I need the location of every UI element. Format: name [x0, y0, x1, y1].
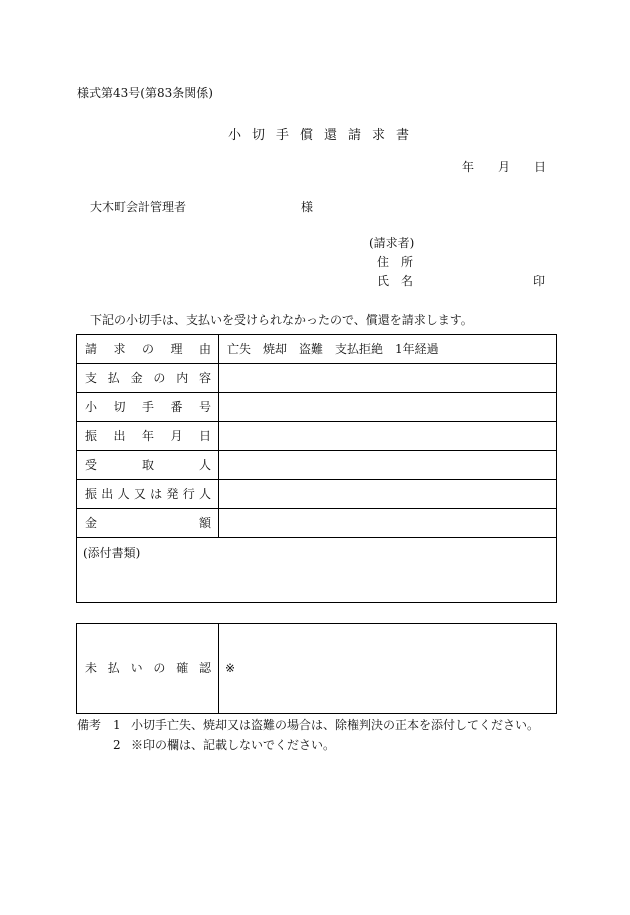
note-number-1: 1 — [113, 718, 121, 732]
date-month-label: 月 — [498, 160, 511, 174]
confirmation-value: ※ — [225, 661, 236, 675]
row-label-issuer: 振 出 人 又 は 発 行 人 — [85, 487, 211, 501]
seal-label: 印 — [533, 274, 546, 288]
addressee-honorific: 様 — [301, 200, 314, 214]
table-row-issue-date — [77, 422, 556, 451]
claimant-heading: (請求者) — [369, 236, 415, 250]
request-statement: 下記の小切手は、支払いを受けられなかったので、償還を請求します。 — [90, 313, 473, 327]
form-number: 様式第43号(第83条関係) — [77, 86, 213, 100]
row-label-check-number: 小 切 手 番 号 — [85, 400, 211, 414]
claimant-name-label: 氏 名 — [377, 274, 414, 288]
note-text-2: ※印の欄は、記載しないでください。 — [131, 738, 336, 752]
confirmation-label: 未 払 い の 確 認 — [85, 661, 211, 675]
table-row-payment-content — [77, 364, 556, 393]
row-label-amount: 金 額 — [85, 516, 211, 530]
date-day-label: 日 — [534, 160, 547, 174]
attachments-label: (添付書類) — [83, 546, 141, 560]
notes-heading: 備考 — [77, 718, 102, 732]
date-year-label: 年 — [462, 160, 475, 174]
note-number-2: 2 — [113, 738, 121, 752]
row-label-issue-date: 振 出 年 月 日 — [85, 429, 211, 443]
table-row-amount — [77, 509, 556, 538]
claimant-address-label: 住 所 — [377, 255, 414, 269]
row-label-reason: 請 求 の 理 由 — [85, 342, 211, 356]
note-text-1: 小切手亡失、焼却又は盗難の場合は、除権判決の正本を添付してください。 — [131, 718, 540, 732]
row-value-reason[interactable]: 亡失 焼却 盗難 支払拒絶 1年経過 — [227, 342, 439, 356]
table-row-check-number — [77, 393, 556, 422]
table-row-issuer — [77, 480, 556, 509]
check-details-table — [76, 334, 557, 603]
row-label-payment-content: 支 払 金 の 内 容 — [85, 371, 211, 385]
row-label-recipient: 受 取 人 — [85, 458, 211, 472]
document-title: 小切手償還請求書 — [228, 128, 421, 143]
table-row-recipient — [77, 451, 556, 480]
unpaid-confirmation-table — [76, 623, 557, 714]
addressee-name: 大木町会計管理者 — [90, 200, 187, 214]
table-row-reason — [77, 335, 556, 364]
